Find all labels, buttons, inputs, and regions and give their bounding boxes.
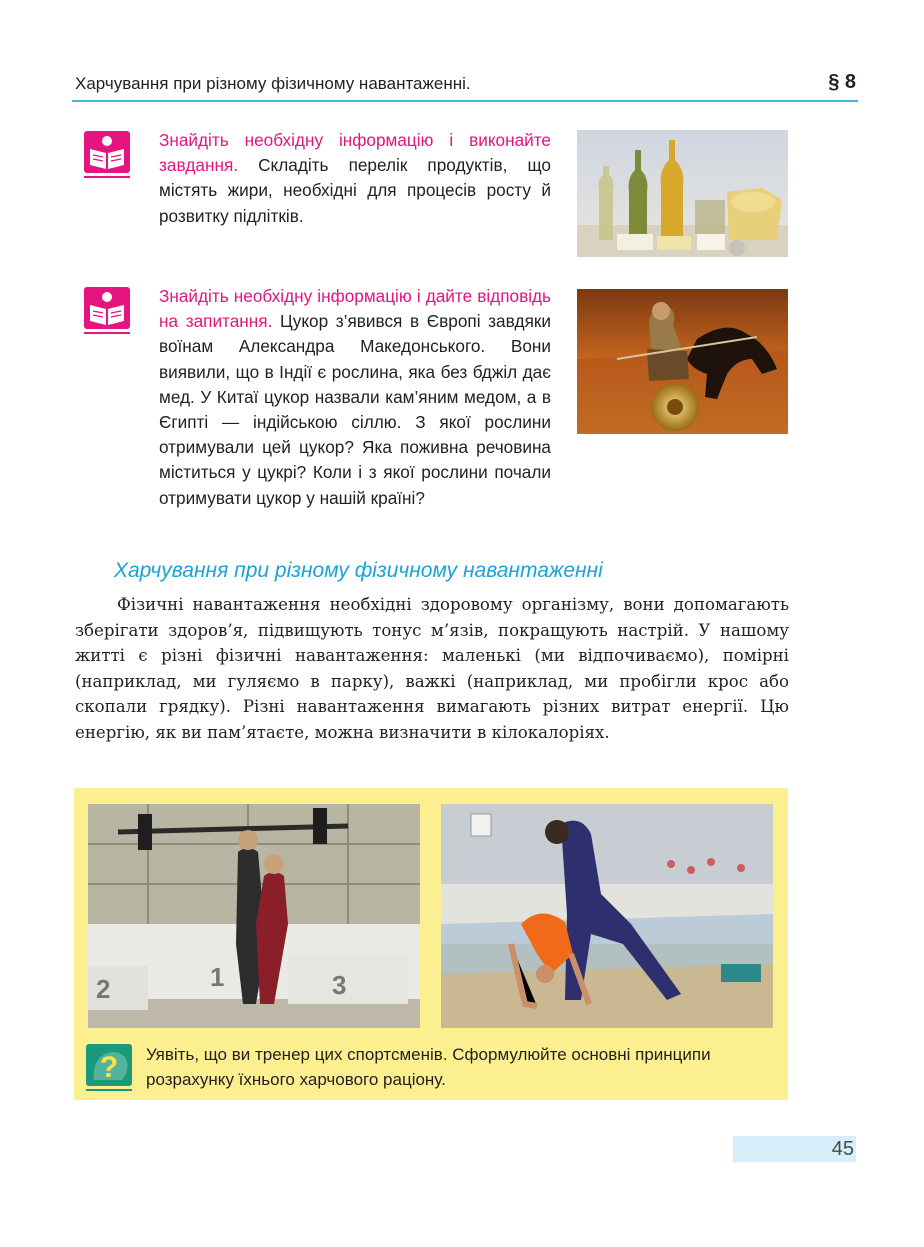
svg-text:?: ? xyxy=(99,1051,119,1084)
section-number: § 8 xyxy=(828,71,856,93)
header-divider xyxy=(72,100,858,102)
activity-question: Уявіть, що ви тренер цих спортсменів. Сформулюйте основні принципи розрахунку їхнього харчового раціону. xyxy=(146,1045,711,1089)
question-mark-icon xyxy=(86,1044,132,1092)
task-1-text xyxy=(159,128,551,229)
alexander-on-horse-painting xyxy=(577,289,788,434)
oils-and-dairy-photo xyxy=(577,130,788,257)
reading-book-icon xyxy=(84,131,130,181)
weightlifting-photo xyxy=(88,804,420,1028)
running-header: Харчування при різному фізичному навантаженні. xyxy=(75,74,471,93)
podium-label: 2 xyxy=(96,974,111,1004)
page-number: 45 xyxy=(831,1138,854,1160)
task-2-body: Цукор з’явився в Європі завдяки воїнам Александра Македонського. Вони виявили, що в Індії є рослина, яка без бджіл дає мед. У Китаї цукор назвали кам’яним медом, а в Єгипті — індійською сіллю. З якої рослини отримували цей цукор? Яка поживна речовина міститься у цукрі? Коли і з якої рослини почали отримувати цукор у нашій країні? xyxy=(159,311,551,508)
task-2-text xyxy=(159,284,551,511)
podium-label: 1 xyxy=(210,962,225,992)
podium-label: 3 xyxy=(332,970,347,1000)
task-2-lead: Знайдіть необхідну інформацію і дайте відповідь на запитання. xyxy=(159,286,551,332)
task-1-body: Складіть перелік продуктів, що містять жири, необхідні для процесів росту й розвитку підлітків. xyxy=(159,155,551,226)
body-paragraph: Фізичні навантаження необхідні здоровому організму, вони допомагають зберігати здоров’я, підвищують тонус м’язів, покращують настрій. У нашому житті є різні фізичні навантаження: маленькі (ми відпочиваємо), помірні (наприклад, ми гуляємо в парку), важкі (наприклад, ми пробігли крос або скопали грядку). Різні навантаження вимагають різних витрат енергії. Цю енергію, як ви пам’ятаєте, можна визначити в кілокалоріях. xyxy=(75,595,789,742)
gymnastics-photo xyxy=(441,804,773,1028)
task-1-lead: Знайдіть необхідну інформацію і виконайте завдання. xyxy=(159,130,551,176)
reading-book-icon xyxy=(84,287,130,337)
section-heading: Харчування при різному фізичному навантаженні xyxy=(114,559,603,582)
